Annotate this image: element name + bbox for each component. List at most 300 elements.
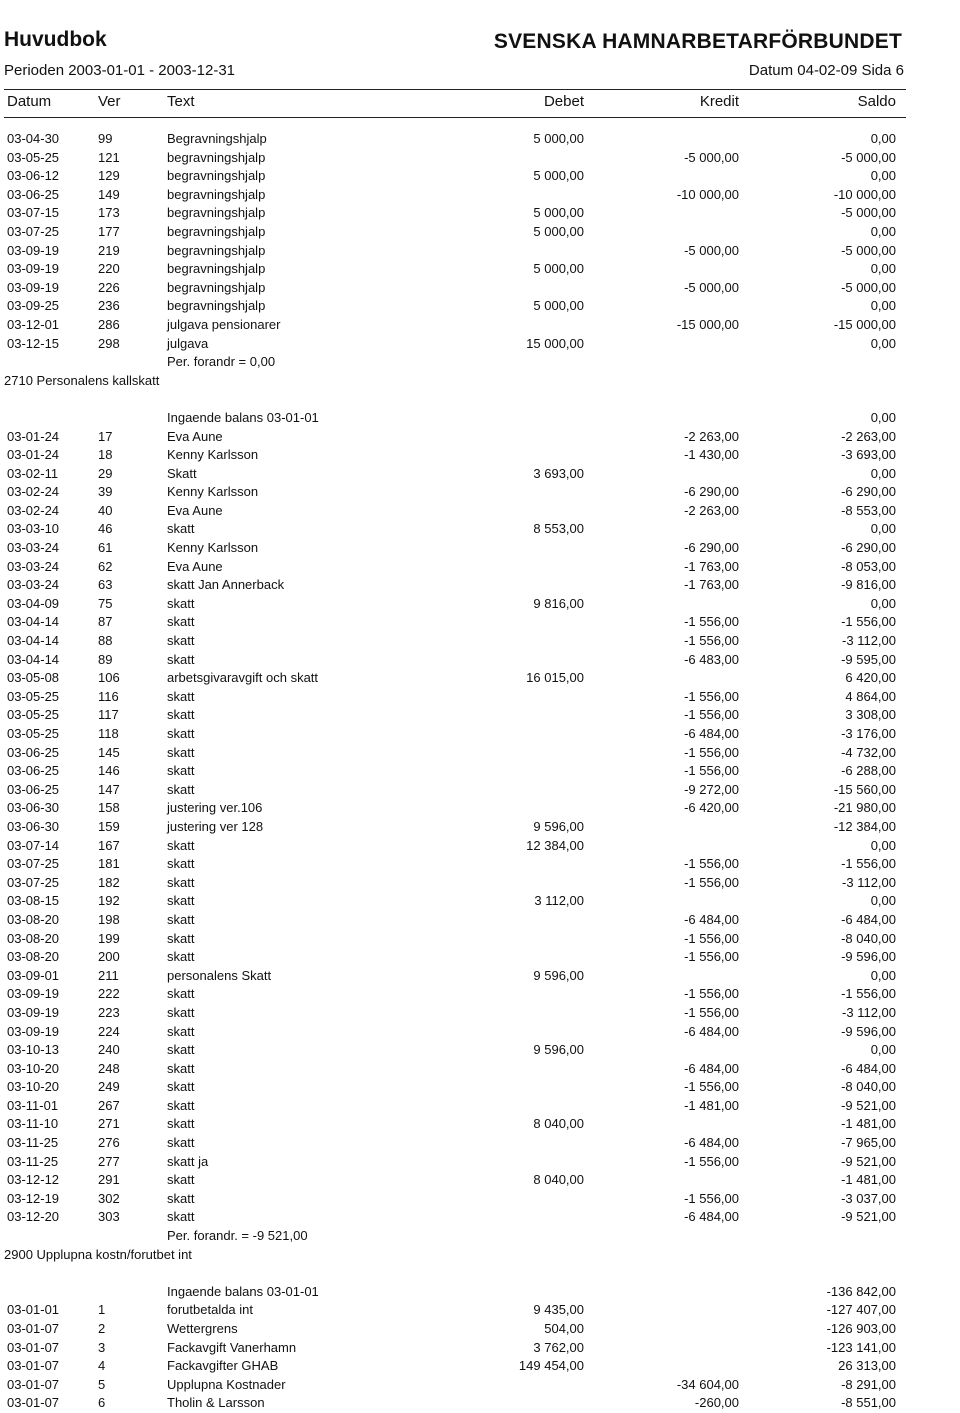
ledger-row [0, 223, 960, 242]
cell-ver: 224 [98, 1023, 120, 1039]
col-debet: Debet [543, 93, 584, 110]
cell-text: skatt [167, 1190, 195, 1206]
cell-ver: 198 [98, 911, 120, 927]
account-heading [0, 1246, 960, 1265]
cell-text: skatt [167, 856, 195, 872]
cell-date: 03-05-08 [7, 670, 60, 686]
cell-kredit: -15 000,00 [676, 316, 739, 332]
cell-saldo: -5 000,00 [841, 279, 896, 295]
cell-kredit: -9 272,00 [684, 781, 739, 797]
cell-debet: 5 000,00 [533, 223, 584, 239]
ledger-row [0, 520, 960, 539]
account-title: 2900 Upplupna kostn/forutbet int [4, 1246, 192, 1262]
cell-text: Eva Aune [167, 428, 223, 444]
cell-text: Skatt [167, 465, 197, 481]
ledger-row [0, 855, 960, 874]
cell-saldo: -1 481,00 [841, 1116, 896, 1132]
cell-saldo: -9 816,00 [841, 577, 896, 593]
cell-text: Begravningshjalp [167, 131, 267, 146]
report-period: Perioden 2003-01-01 - 2003-12-31 [4, 62, 235, 79]
ledger-row [0, 1357, 960, 1376]
cell-date: 03-05-25 [7, 688, 60, 704]
cell-date: 03-09-25 [7, 298, 60, 314]
cell-saldo: -8 291,00 [841, 1376, 896, 1392]
cell-saldo: -1 556,00 [841, 614, 896, 630]
cell-date: 03-06-25 [7, 763, 60, 779]
cell-kredit: -6 484,00 [684, 1135, 739, 1151]
cell-saldo: -8 040,00 [841, 1079, 896, 1095]
cell-saldo: -3 037,00 [841, 1190, 896, 1206]
cell-date: 03-02-24 [7, 502, 60, 518]
ledger-row [0, 446, 960, 465]
cell-ver: 1 [98, 1302, 106, 1318]
ledger-row [0, 1153, 960, 1172]
cell-text: skatt [167, 1209, 195, 1225]
ledger-row [0, 465, 960, 484]
cell-date: 03-09-19 [7, 242, 60, 258]
cell-debet: 5 000,00 [533, 298, 584, 314]
header-rule-top [4, 89, 906, 90]
cell-debet: 16 015,00 [526, 670, 584, 686]
ledger-row [0, 409, 960, 428]
cell-ver: 46 [98, 521, 113, 537]
ledger-row [0, 706, 960, 725]
ledger-row [0, 1134, 960, 1153]
cell-text: forutbetalda int [167, 1302, 254, 1318]
cell-saldo: -9 596,00 [841, 1023, 896, 1039]
cell-ver: 121 [98, 149, 120, 165]
cell-date: 03-04-14 [7, 651, 60, 667]
header-rule-bottom [4, 117, 906, 118]
cell-saldo: -15 000,00 [833, 316, 896, 332]
cell-debet: 9 596,00 [533, 1042, 584, 1058]
cell-saldo: -10 000,00 [833, 186, 896, 202]
cell-date: 03-07-14 [7, 837, 60, 853]
ledger-row [0, 892, 960, 911]
ledger-row [0, 1115, 960, 1134]
cell-saldo: 6 420,00 [845, 670, 896, 686]
column-header-row [0, 93, 960, 117]
cell-ver: 223 [98, 1004, 120, 1020]
cell-date: 03-10-13 [7, 1042, 60, 1058]
cell-saldo: -5 000,00 [841, 242, 896, 258]
cell-ver: 271 [98, 1116, 120, 1132]
ledger-row [0, 688, 960, 707]
cell-saldo: -3 176,00 [841, 726, 896, 741]
cell-saldo: -15 560,00 [833, 781, 896, 797]
cell-kredit: -1 556,00 [684, 1153, 739, 1169]
cell-date: 03-03-24 [7, 577, 60, 593]
cell-ver: 303 [98, 1209, 120, 1225]
cell-saldo: -9 521,00 [841, 1097, 896, 1113]
cell-ver: 177 [98, 223, 120, 239]
cell-date: 03-11-25 [7, 1153, 59, 1169]
cell-kredit: -260,00 [694, 1395, 739, 1411]
cell-ver: 18 [98, 447, 113, 463]
cell-saldo: -21 980,00 [833, 800, 896, 816]
cell-ver: 17 [98, 428, 113, 444]
ledger-row [0, 1376, 960, 1395]
cell-saldo: -127 407,00 [826, 1302, 896, 1318]
cell-date: 03-04-14 [7, 633, 60, 649]
cell-date: 03-01-24 [7, 447, 60, 463]
ledger-row [0, 1004, 960, 1023]
cell-text: begravningshjalp [167, 223, 266, 239]
cell-kredit: -1 556,00 [684, 633, 739, 649]
cell-date: 03-01-01 [7, 1302, 60, 1318]
cell-saldo: 0,00 [870, 465, 896, 481]
ledger-row [0, 744, 960, 763]
cell-saldo: -7 965,00 [841, 1135, 896, 1151]
cell-text: skatt [167, 1097, 195, 1113]
ledger-row [0, 483, 960, 502]
cell-text: skatt [167, 1004, 195, 1020]
cell-saldo: -8 053,00 [841, 558, 896, 574]
ledger-row [0, 1394, 960, 1413]
cell-saldo: 0,00 [870, 223, 896, 239]
cell-kredit: -1 556,00 [684, 930, 739, 946]
cell-ver: 298 [98, 335, 120, 351]
cell-debet: 3 762,00 [533, 1339, 584, 1355]
ledger-row [0, 316, 960, 335]
cell-kredit: -6 290,00 [684, 484, 739, 500]
cell-text: skatt [167, 1116, 195, 1132]
cell-saldo: 0,00 [870, 131, 896, 146]
ledger-row [0, 335, 960, 354]
cell-text: skatt [167, 726, 195, 741]
cell-text: skatt [167, 595, 195, 611]
ledger-row [0, 1041, 960, 1060]
cell-date: 03-09-19 [7, 1023, 60, 1039]
cell-date: 03-09-01 [7, 967, 60, 983]
cell-date: 03-01-07 [7, 1339, 60, 1355]
cell-date: 03-07-15 [7, 205, 60, 221]
cell-saldo: 3 308,00 [845, 707, 896, 723]
cell-date: 03-06-30 [7, 818, 60, 834]
cell-ver: 62 [98, 558, 113, 574]
cell-date: 03-12-12 [7, 1172, 60, 1188]
cell-date: 03-09-19 [7, 986, 60, 1002]
cell-date: 03-03-24 [7, 540, 60, 556]
cell-debet: 12 384,00 [526, 837, 584, 853]
ledger-row [0, 818, 960, 837]
cell-kredit: -1 556,00 [684, 986, 739, 1002]
ledger-row [0, 1208, 960, 1227]
cell-text: skatt ja [167, 1153, 209, 1169]
cell-ver: 173 [98, 205, 120, 221]
cell-date: 03-03-10 [7, 521, 60, 537]
ledger-row [0, 799, 960, 818]
cell-text: skatt [167, 1079, 195, 1095]
cell-date: 03-06-25 [7, 186, 60, 202]
cell-text: Tholin & Larsson [167, 1395, 265, 1411]
cell-kredit: -6 484,00 [684, 1060, 739, 1076]
cell-kredit: -1 556,00 [684, 874, 739, 890]
cell-kredit: -1 556,00 [684, 1190, 739, 1206]
cell-text: skatt [167, 837, 195, 853]
cell-text: justering ver 128 [167, 818, 264, 834]
cell-ver: 158 [98, 800, 120, 816]
cell-text: begravningshjalp [167, 279, 266, 295]
cell-kredit: -1 556,00 [684, 1004, 739, 1020]
cell-ver: 248 [98, 1060, 120, 1076]
cell-text: skatt [167, 744, 195, 760]
cell-date: 03-04-30 [7, 131, 60, 146]
cell-kredit: -1 556,00 [684, 856, 739, 872]
cell-date: 03-08-20 [7, 949, 60, 965]
cell-text: skatt [167, 893, 195, 909]
cell-text: Ingaende balans 03-01-01 [167, 409, 319, 425]
account-title: 2710 Personalens kallskatt [4, 372, 160, 388]
cell-kredit: -5 000,00 [684, 242, 739, 258]
ledger-row [0, 1320, 960, 1339]
cell-saldo: -3 693,00 [841, 447, 896, 463]
cell-text: begravningshjalp [167, 242, 266, 258]
ledger-row [0, 781, 960, 800]
cell-ver: 99 [98, 131, 113, 146]
cell-kredit: -34 604,00 [676, 1376, 739, 1392]
ledger-row [0, 930, 960, 949]
report-title: Huvudbok [4, 28, 107, 51]
cell-ver: 146 [98, 763, 120, 779]
cell-ver: 6 [98, 1395, 106, 1411]
cell-debet: 9 816,00 [533, 595, 584, 611]
ledger-row [0, 1078, 960, 1097]
ledger-row [0, 539, 960, 558]
cell-kredit: -6 484,00 [684, 726, 739, 741]
ledger-row [0, 1097, 960, 1116]
cell-saldo: 0,00 [870, 298, 896, 314]
ledger-row [0, 242, 960, 261]
cell-text: skatt [167, 874, 195, 890]
ledger-row [0, 260, 960, 279]
cell-text: Kenny Karlsson [167, 484, 259, 500]
cell-text: personalens Skatt [167, 967, 272, 983]
cell-kredit: -1 556,00 [684, 688, 739, 704]
cell-kredit: -1 430,00 [684, 447, 739, 463]
cell-debet: 5 000,00 [533, 131, 584, 146]
ledger-row [0, 595, 960, 614]
cell-saldo: 0,00 [870, 1042, 896, 1058]
cell-date: 03-01-07 [7, 1321, 60, 1336]
cell-date: 03-05-25 [7, 707, 60, 723]
cell-ver: 267 [98, 1097, 120, 1113]
cell-saldo: -123 141,00 [826, 1339, 896, 1355]
cell-date: 03-09-19 [7, 1004, 60, 1020]
cell-saldo: -6 290,00 [841, 540, 896, 556]
cell-ver: 182 [98, 874, 120, 890]
cell-ver: 286 [98, 316, 120, 332]
cell-date: 03-05-25 [7, 726, 60, 741]
cell-kredit: -1 556,00 [684, 949, 739, 965]
cell-text: julgava [167, 335, 209, 351]
ledger-row [0, 1023, 960, 1042]
cell-date: 03-06-30 [7, 800, 60, 816]
cell-saldo: 0,00 [870, 521, 896, 537]
cell-ver: 129 [98, 168, 120, 184]
ledger-row [0, 353, 960, 372]
cell-ver: 249 [98, 1079, 120, 1095]
cell-ver: 75 [98, 595, 113, 611]
ledger-row [0, 1060, 960, 1079]
ledger-row [0, 1227, 960, 1246]
cell-kredit: -6 290,00 [684, 540, 739, 556]
spacer-row [0, 1264, 960, 1283]
ledger-row [0, 632, 960, 651]
ledger-row [0, 725, 960, 744]
cell-date: 03-01-24 [7, 428, 60, 444]
ledger-row [0, 651, 960, 670]
cell-ver: 4 [98, 1358, 106, 1374]
cell-date: 03-04-09 [7, 595, 60, 611]
cell-ver: 88 [98, 633, 113, 649]
cell-date: 03-09-19 [7, 261, 60, 277]
cell-kredit: -1 556,00 [684, 763, 739, 779]
ledger-row [0, 874, 960, 893]
ledger-row [0, 1171, 960, 1190]
cell-date: 03-08-20 [7, 930, 60, 946]
cell-debet: 3 112,00 [534, 893, 584, 909]
cell-kredit: -5 000,00 [684, 149, 739, 165]
cell-kredit: -1 556,00 [684, 1079, 739, 1095]
cell-debet: 9 435,00 [533, 1302, 584, 1318]
cell-text: skatt [167, 930, 195, 946]
cell-kredit: -1 556,00 [684, 707, 739, 723]
cell-ver: 87 [98, 614, 113, 630]
cell-text: justering ver.106 [167, 800, 263, 816]
cell-text: begravningshjalp [167, 298, 266, 314]
cell-kredit: -10 000,00 [676, 186, 739, 202]
cell-saldo: -2 263,00 [841, 428, 896, 444]
cell-ver: 277 [98, 1153, 120, 1169]
cell-kredit: -6 484,00 [684, 1023, 739, 1039]
cell-saldo: -6 290,00 [841, 484, 896, 500]
cell-saldo: -9 521,00 [841, 1209, 896, 1225]
cell-ver: 106 [98, 670, 120, 686]
cell-date: 03-12-01 [7, 316, 60, 332]
cell-saldo: 0,00 [870, 335, 896, 351]
cell-date: 03-11-01 [7, 1097, 59, 1113]
cell-text: Fackavgift Vanerhamn [167, 1339, 297, 1355]
cell-ver: 147 [98, 781, 120, 797]
col-saldo: Saldo [857, 93, 896, 110]
cell-kredit: -2 263,00 [684, 428, 739, 444]
cell-text: begravningshjalp [167, 168, 266, 184]
cell-kredit: -2 263,00 [684, 502, 739, 518]
cell-ver: 167 [98, 837, 120, 853]
cell-text: Upplupna Kostnader [167, 1376, 286, 1392]
cell-saldo: -9 596,00 [841, 949, 896, 965]
cell-date: 03-03-24 [7, 558, 60, 574]
cell-ver: 276 [98, 1135, 120, 1151]
cell-saldo: -12 384,00 [833, 818, 896, 834]
cell-text: skatt [167, 1023, 195, 1039]
cell-date: 03-07-25 [7, 223, 60, 239]
cell-ver: 89 [98, 651, 113, 667]
cell-date: 03-01-07 [7, 1376, 60, 1392]
cell-saldo: -6 288,00 [841, 763, 896, 779]
cell-text: Wettergrens [167, 1321, 238, 1336]
cell-ver: 118 [98, 726, 119, 741]
ledger-row [0, 279, 960, 298]
account-heading [0, 372, 960, 391]
cell-ver: 149 [98, 186, 120, 202]
cell-text: Kenny Karlsson [167, 540, 259, 556]
cell-saldo: 4 864,00 [845, 688, 896, 704]
organization-name: SVENSKA HAMNARBETARFÖRBUNDET [493, 30, 902, 53]
ledger-row [0, 297, 960, 316]
cell-text: skatt [167, 633, 195, 649]
cell-saldo: -9 595,00 [841, 651, 896, 667]
cell-saldo: -5 000,00 [841, 149, 896, 165]
cell-saldo: -8 040,00 [841, 930, 896, 946]
cell-text: Eva Aune [167, 502, 223, 518]
cell-date: 03-02-11 [7, 465, 59, 481]
cell-text: skatt [167, 651, 195, 667]
cell-text: skatt [167, 986, 195, 1002]
cell-saldo: -1 556,00 [841, 986, 896, 1002]
cell-ver: 117 [98, 707, 119, 723]
cell-saldo: -4 732,00 [841, 744, 896, 760]
ledger-row [0, 1190, 960, 1209]
cell-saldo: -3 112,00 [842, 1004, 896, 1020]
cell-date: 03-06-25 [7, 781, 60, 797]
cell-debet: 8 040,00 [533, 1172, 584, 1188]
cell-date: 03-12-20 [7, 1209, 60, 1225]
cell-ver: 222 [98, 986, 120, 1002]
cell-date: 03-02-24 [7, 484, 60, 500]
ledger-row [0, 911, 960, 930]
ledger-row [0, 558, 960, 577]
cell-ver: 199 [98, 930, 120, 946]
cell-saldo: 0,00 [870, 595, 896, 611]
cell-debet: 5 000,00 [533, 205, 584, 221]
ledger-row [0, 1339, 960, 1358]
ledger-row [0, 130, 960, 149]
cell-text: skatt [167, 614, 195, 630]
cell-ver: 240 [98, 1042, 120, 1058]
cell-date: 03-10-20 [7, 1079, 60, 1095]
cell-text: begravningshjalp [167, 149, 266, 165]
cell-saldo: 0,00 [870, 837, 896, 853]
cell-date: 03-01-07 [7, 1395, 60, 1411]
cell-saldo: 26 313,00 [838, 1358, 896, 1374]
ledger-row [0, 576, 960, 595]
ledger-row [0, 428, 960, 447]
ledger-table [0, 130, 960, 1413]
ledger-row [0, 1283, 960, 1302]
cell-text: skatt [167, 911, 195, 927]
cell-date: 03-01-07 [7, 1358, 60, 1374]
cell-ver: 192 [98, 893, 120, 909]
cell-text: skatt [167, 1060, 195, 1076]
cell-date: 03-11-25 [7, 1135, 59, 1151]
cell-date: 03-05-25 [7, 149, 60, 165]
ledger-row [0, 669, 960, 688]
cell-saldo: 0,00 [870, 893, 896, 909]
cell-text: skatt [167, 688, 195, 704]
cell-ver: 29 [98, 465, 113, 481]
cell-text: skatt [167, 521, 195, 537]
cell-date: 03-11-10 [7, 1116, 59, 1132]
cell-text: skatt Jan Annerback [167, 577, 285, 593]
cell-saldo: -126 903,00 [826, 1321, 896, 1336]
ledger-row [0, 167, 960, 186]
ledger-row [0, 948, 960, 967]
cell-debet: 8 553,00 [533, 521, 584, 537]
cell-ver: 220 [98, 261, 120, 277]
cell-kredit: -1 556,00 [684, 744, 739, 760]
